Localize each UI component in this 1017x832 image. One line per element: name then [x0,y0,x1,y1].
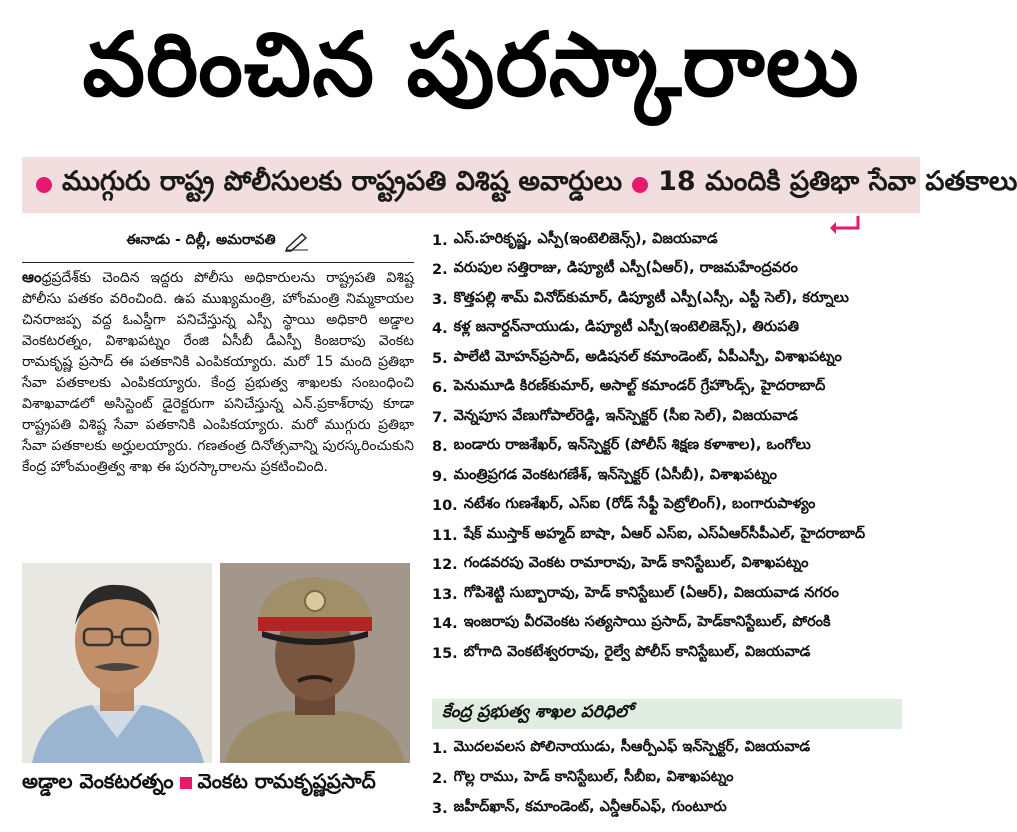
square-bullet-icon [180,777,192,789]
list-item: 4. కళ్ల జనార్దన్‌నాయుడు, డిప్యూటీ ఎస్పీ(ఇంటెలిజెన్స్), తిరుపతి [432,319,799,338]
article-body [22,267,414,478]
bullet-icon [632,177,648,193]
dateline [22,226,414,256]
pen-icon [284,231,310,251]
caption-name-2: వెంకట రామకృష్ణప్రసాద్ [197,768,376,793]
headline: వరించిన పురస్కారాలు [82,12,860,116]
list-item: 11. షేక్ ముస్తాక్ అహ్మద్ బాషా, ఏఆర్ ఎస్ఐ, ఎస్ఏఆర్‌సీపీఎల్, హైదరాబాద్ [432,525,866,544]
list-item: 13. గోపిశెట్టి సుబ్బారావు, హెడ్ కానిస్టేబుల్ (ఏఆర్), విజయవాడ నగరం [432,584,839,603]
portrait-police-officer-icon [220,563,410,763]
list-item: 10. నటేశం గుణశేఖర్, ఎస్ఐ (రోడ్ సేఫ్టీ పెట్రోలింగ్), బంగారుపాళ్యం [432,496,816,515]
photo-ramakrishna-prasad [220,563,410,763]
list-item: 2. గొల్ల రాము, హెడ్ కానిస్టేబుల్, సీబీఐ, విశాఖపట్నం [432,769,734,787]
list-item: 5. పాలేటి మోహన్‌ప్రసాద్, అడిషనల్ కమాండెంట్, ఏపీఎస్పీ, విశాఖపట్నం [432,348,842,367]
state-award-list [432,226,922,669]
subheadline-part1: ముగ్గురు రాష్ట్ర పోలీసులకు రాష్ట్రపతి విశిష్ట అవార్డులు [62,166,623,197]
divider [22,262,414,263]
caption-name-1: అడ్డాల వెంకటరత్నం [22,768,174,793]
list-item: 15. బోగాది వెంకటేశ్వరరావు, రైల్వే పోలీస్ కానిస్టేబుల్, విజయవాడ [432,643,811,662]
portrait-man-glasses-icon [22,563,212,763]
photo-caption [22,768,414,798]
bullet-icon [36,177,52,193]
list-item: 12. గండవరపు వెంకట రామారావు, హెడ్ కానిస్టేబుల్, విశాఖపట్నం [432,555,809,574]
list-item: 6. పెనుమూడి కిరణ్‌కుమార్, అసాల్ట్ కమాండర్ గ్రేహౌండ్స్, హైదరాబాద్ [432,378,826,397]
list-item: 2. వరుపుల సత్తిరాజు, డిప్యూటీ ఎస్పీ(ఏఆర్), రాజమహేంద్రవరం [432,260,798,279]
list-item: 1. మొదలవలస పోలినాయుడు, సీఆర్పీఎఫ్ ఇన్‌స్పెక్టర్, విజయవాడ [432,739,811,757]
list-item: 1. ఎస్.హరికృష్ణ, ఎస్పీ(ఇంటెలిజెన్స్), విజయవాడ [432,230,718,249]
subheadline-part2: 18 మందికి ప్రతిభా సేవా పతకాలు [658,166,1017,197]
list-item: 14. ఇంజరాపు వీరవెంకట సత్యసాయి ప్రసాద్, హెడ్‌కానిస్టేబుల్, పోరంకి [432,614,831,633]
photo-venkataratnam [22,563,212,763]
list-item: 3. కొత్తపల్లి శామ్ వినోద్‌కుమార్, డిప్యూటీ ఎస్పీ(ఎస్సీ, ఎస్టీ సెల్), కర్నూలు [432,289,849,308]
article-body-text: ధ్రప్రదేశ్‌కు చెందిన ఇద్దరు పోలీసు అధికారులను రాష్ట్రపతి విశిష్ట పోలీసు పతకం వరించింది. ఉప ముఖ్యమంత్రి, హోంమంత్రి నిమ్మకాయల చినరాజప్ప వద్ద ఓఎస్డీగా పనిచేస్తున్న ఎస్పీ స్థాయి అధికారి అడ్డాల వెంకటరత్నం, విశాఖపట్నం రేంజి ఏసీబీ డీఎస్పీ కింజరాపు వెంకట రామకృష్ణ ప్రసాద్ ఈ పతకానికి ఎంపికయ్యారు. మరో 15 మంది ప్రతిభా సేవా పతకాలకు ఎంపికయ్యారు. కేంద్ర ప్రభుత్వ శాఖలకు సంబంధించి విశాఖవాడలో అసిస్టెంట్ డైరెక్టరుగా పనిచేస్తున్న ఎన్.ప్రకాశ్‌రావు కూడా రాష్ట్రపతి విశిష్ట సేవా పతకానికి ఎంపికయ్యారు. మరో ముగ్గురు ప్రతిభా సేవా పతకాలకు అర్హులయ్యారు. గణతంత్ర దినోత్సవాన్ని పురస్కరించుకుని కేంద్ర హోంమంత్రిత్వ శాఖ ఈ పురస్కారాలను ప్రకటించింది. [22,270,414,475]
central-section-title: కేంద్ర ప్రభుత్వ శాఖల పరిధిలో [432,699,902,729]
article-column [22,226,414,478]
central-award-list [432,734,922,824]
list-item: 8. బండారు రాజశేఖర్, ఇన్‌స్పెక్టర్ (పోలీస్ శిక్షణ కళాశాల), ఒంగోలు [432,437,811,456]
subheadline-bar [22,157,1017,213]
list-item: 9. మంత్రిప్రగడ వెంకటగణేశ్, ఇన్‌స్పెక్టర్ (ఏసీబీ), విశాఖపట్నం [432,466,777,485]
dropcap: ఆం [22,268,42,286]
list-item: 3. జహీద్‌ఖాన్, కమాండెంట్, ఎన్డీఆర్ఎఫ్, గుంటూరు [432,799,727,817]
list-item: 7. వెన్నపూస వేణుగోపాల్‌రెడ్డి, ఇన్‌స్పెక్టర్ (సీఐ సెల్), విజయవాడ [432,407,798,426]
dateline-text: ఈనాడు - దిల్లీ, అమరావతి [126,231,276,248]
